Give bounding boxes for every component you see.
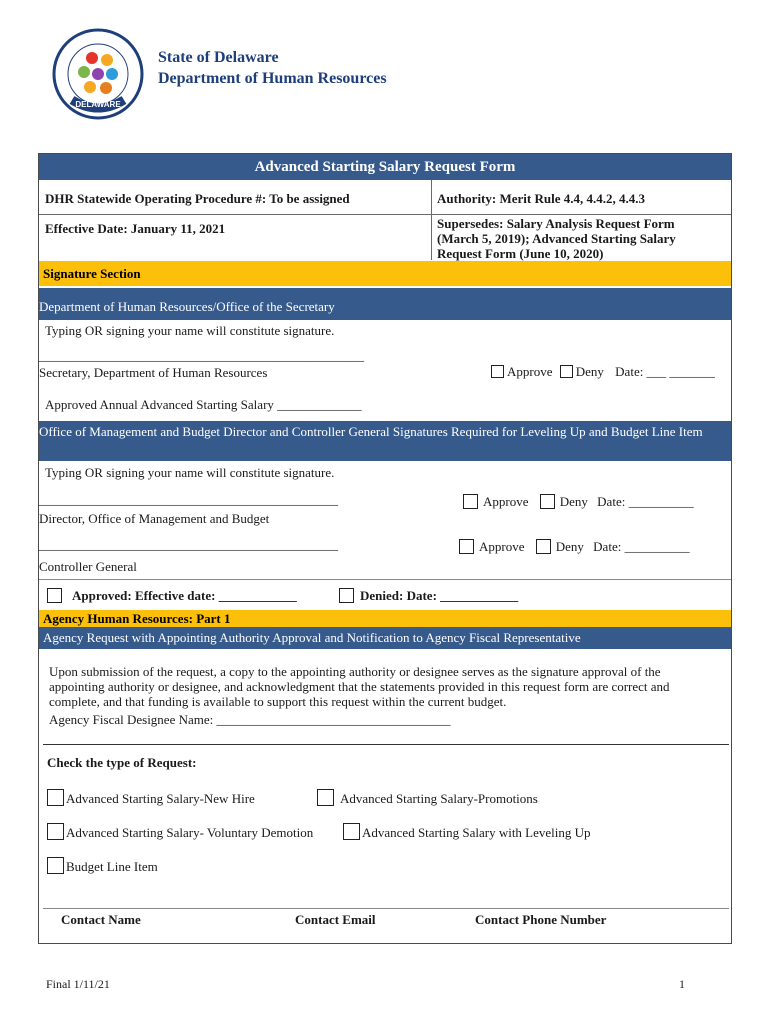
page-number: 1 [679,977,685,991]
budget-line-item-checkbox[interactable] [47,857,64,874]
svg-text:DELAWARE: DELAWARE [75,100,121,109]
denied-row [339,588,518,604]
secretary-decision [491,364,715,380]
check-type-label: Check the type of Request: [47,755,197,770]
deny-label-3: Deny [555,539,584,554]
secretary-approve-checkbox[interactable] [491,365,504,378]
director-deny-checkbox[interactable] [540,494,555,509]
option-label: Advanced Starting Salary-Promotions [340,791,538,806]
approved-effective-row [47,588,297,604]
secretary-band: Department of Human Resources/Office of the Secretary [39,288,731,320]
controller-approve-checkbox[interactable] [459,539,474,554]
secretary-date-field[interactable]: ___ _______ [646,364,715,379]
leveling-up-checkbox[interactable] [343,823,360,840]
director-approve-checkbox[interactable] [463,494,478,509]
option-promotions[interactable] [317,789,538,807]
agency-paragraph: Upon submission of the request, a copy to the appointing authority or designee serves as the signature approval of the appointing authority or designee, and acknowledgment that the statements provided in this request form are correct and complete, and that funding is available to support this request within the current budget. [49,664,670,709]
option-label: Advanced Starting Salary with Leveling Up [362,825,591,840]
deny-label: Deny [575,364,604,379]
dhr-seal-logo [52,28,144,120]
fiscal-designee-field[interactable]: ____________________________________ [216,712,451,727]
controller-deny-checkbox[interactable] [536,539,551,554]
controller-label: Controller General [39,559,137,574]
director-signature-line[interactable]: ______________________________________________ [39,492,338,507]
footer-version: Final 1/11/21 [46,977,110,991]
option-leveling-up[interactable] [343,823,591,841]
option-label: Budget Line Item [66,859,158,874]
option-label: Advanced Starting Salary-New Hire [66,791,255,806]
approved-salary-row [45,397,362,413]
option-voluntary-demotion[interactable] [47,823,313,841]
signature-section-title: Signature Section [39,261,731,286]
header-divider [431,180,432,260]
controller-signature-line[interactable]: ______________________________________________ [39,537,338,552]
approve-label: Approve [507,364,553,379]
approved-effective-field[interactable]: ____________ [218,588,297,603]
approve-label-3: Approve [479,539,525,554]
fiscal-designee-row [49,712,451,728]
controller-date-field[interactable]: __________ [624,539,690,554]
approve-label-2: Approve [483,494,529,509]
option-budget-line-item[interactable] [47,857,158,875]
typing-note-2: Typing OR signing your name will constitute signature. [45,465,335,480]
typing-note: Typing OR signing your name will constitute signature. [45,323,335,338]
fiscal-designee-label: Agency Fiscal Designee Name: [49,712,214,727]
option-label: Advanced Starting Salary- Voluntary Demotion [66,825,314,840]
secretary-signature-line[interactable]: __________________________________________________ [39,348,364,363]
controller-decision [459,539,690,555]
approved-effective-label: Approved: Effective date: [72,588,216,603]
director-date-field[interactable]: __________ [628,494,694,509]
form-title: Advanced Starting Salary Request Form [39,154,731,180]
approved-checkbox[interactable] [47,588,62,603]
secretary-label: Secretary, Department of Human Resources [39,365,268,380]
director-label: Director, Office of Management and Budget [39,511,270,526]
agency-part-title: Agency Human Resources: Part 1 [39,610,731,627]
denied-date-label: Denied: Date: [360,588,437,603]
procedure-text: DHR Statewide Operating Procedure #: To be assigned [45,191,350,206]
date-label-3: Date: [593,539,622,554]
supersedes-text: Supersedes: Salary Analysis Request Form (March 5, 2019); Advanced Starting Salary Request Form (June 10, 2020) [437,216,676,261]
contact-phone-header: Contact Phone Number [475,912,607,927]
contact-email-header: Contact Email [295,912,376,927]
secretary-deny-checkbox[interactable] [560,365,573,378]
date-label: Date: [615,364,644,379]
voluntary-demotion-checkbox[interactable] [47,823,64,840]
contact-divider [43,908,729,909]
director-decision [463,494,694,510]
denied-checkbox[interactable] [339,588,354,603]
effective-date: Effective Date: January 11, 2021 [45,221,226,236]
org-heading [158,47,387,89]
org-line1: State of Delaware [158,49,279,66]
approved-salary-field[interactable]: _____________ [277,397,362,412]
denied-date-field[interactable]: ____________ [440,588,519,603]
agency-request-band: Agency Request with Appointing Authority Approval and Notification to Agency Fiscal Representative [39,627,731,649]
omb-band: Office of Management and Budget Director and Controller General Signatures Required for Leveling Up and Budget Line Item [39,421,731,461]
deny-label-2: Deny [559,494,588,509]
date-label-2: Date: [597,494,626,509]
request-form [38,153,732,944]
authority-text: Authority: Merit Rule 4.4, 4.4.2, 4.4.3 [437,191,645,206]
approved-salary-label: Approved Annual Advanced Starting Salary [45,397,274,412]
new-hire-checkbox[interactable] [47,789,64,806]
org-line2: Department of Human Resources [158,70,387,87]
divider [39,579,731,580]
option-new-hire[interactable] [47,789,255,807]
agency-separator [43,744,729,745]
promotions-checkbox[interactable] [317,789,334,806]
contact-name-header: Contact Name [61,912,141,927]
